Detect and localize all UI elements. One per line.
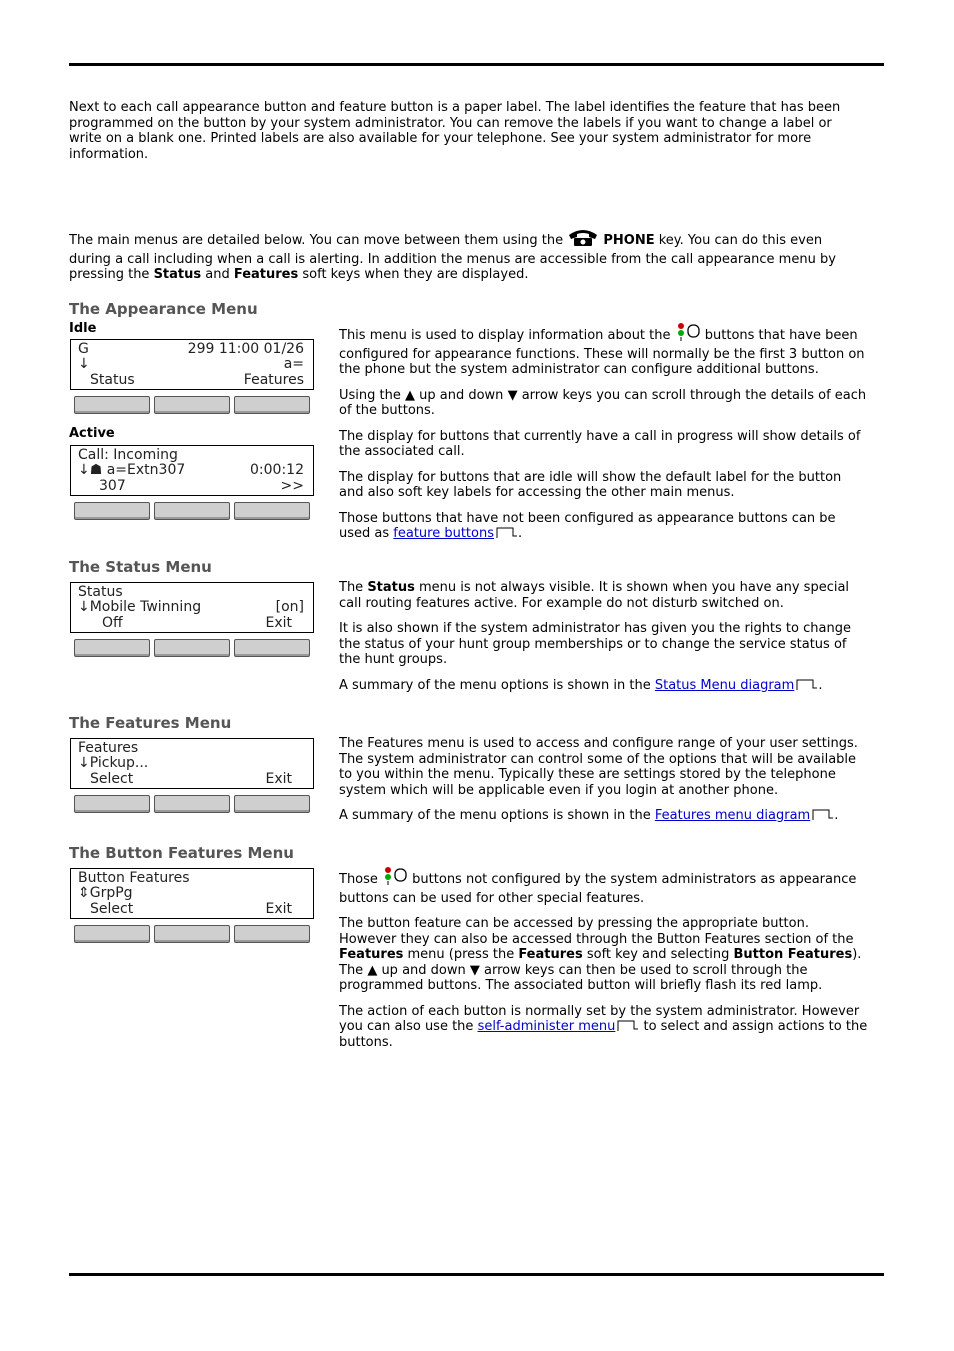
- appearance-description: [339, 322, 869, 552]
- phone-key-label: PHONE: [603, 233, 655, 248]
- status-menu-diagram-link[interactable]: Status Menu diagram: [654, 677, 795, 693]
- button-features-soft-keys: [74, 925, 310, 943]
- features-p2: [339, 808, 869, 824]
- lcd-line3-right: Exit: [265, 901, 292, 917]
- text: .: [834, 808, 839, 823]
- appearance-p2: [339, 388, 869, 419]
- lamp-button-icon: [382, 866, 408, 891]
- text: up and down: [377, 962, 470, 978]
- jump-link-icon: [812, 809, 834, 820]
- status-description: [339, 580, 869, 703]
- soft-key-right[interactable]: [234, 639, 310, 657]
- features-heading: The Features Menu: [69, 714, 232, 732]
- text: arrow keys can then be used to scroll through the programmed buttons. The associated button will briefly flash its red lamp.: [339, 962, 823, 993]
- lcd-line2-left: ⇕GrpPg: [78, 885, 133, 901]
- top-rule: [69, 63, 884, 66]
- soft-key-right[interactable]: [234, 795, 310, 813]
- text: A summary of the menu options is shown in the: [339, 808, 655, 823]
- text: Using the: [339, 387, 405, 403]
- jump-link-icon: [496, 527, 518, 538]
- appearance-p1: [339, 322, 869, 378]
- text: buttons that have been configured for appearance functions. These will normally be the first 3 button on the phone but the system administrator can configure additional buttons.: [339, 328, 865, 377]
- lcd-line2-left: ↓☗ a=Extn307: [78, 462, 186, 478]
- status-display: [70, 582, 314, 633]
- lcd-line3-left: Select: [90, 771, 134, 787]
- soft-key-middle[interactable]: [154, 925, 230, 943]
- button-features-p1: [339, 866, 869, 906]
- bottom-rule: [69, 1273, 884, 1276]
- lcd-line2-right: [on]: [275, 599, 304, 615]
- down-arrow-icon: ▼: [507, 387, 518, 403]
- idle-label: Idle: [69, 321, 97, 336]
- jump-link-icon: [617, 1020, 639, 1031]
- button-features-description: [339, 866, 869, 1060]
- soft-key-left[interactable]: [74, 639, 150, 657]
- soft-key-right[interactable]: [234, 396, 310, 414]
- text: buttons not configured by the system administrators as appearance buttons can be used for other special features.: [339, 872, 857, 906]
- lcd-line3-left: Off: [102, 615, 123, 631]
- active-soft-keys: [74, 502, 310, 520]
- intro-paragraph: [69, 100, 849, 172]
- lamp-button-icon: [675, 322, 701, 347]
- soft-key-middle[interactable]: [154, 502, 230, 520]
- text: to select and assign actions to the buttons.: [339, 1019, 868, 1050]
- lcd-line2-left: ↓: [78, 356, 90, 372]
- self-administer-menu-link[interactable]: self-administer menu: [477, 1019, 616, 1034]
- soft-key-middle[interactable]: [154, 396, 230, 414]
- up-arrow-icon: ▲: [367, 962, 378, 978]
- intro-text: Next to each call appearance button and feature button is a paper label. The label identifies the feature that has been programmed on the button by your system administrator. You can remove the labels if you want to change a label or write on a blank one. Printed labels are also available for your telephone. See your system administrator for more information.: [69, 100, 841, 162]
- text: menu (press the: [403, 947, 519, 962]
- soft-key-middle[interactable]: [154, 795, 230, 813]
- appearance-p4: The display for buttons that are idle will show the default label for the button and also soft key labels for accessing the other main menus.: [339, 469, 842, 500]
- soft-key-right[interactable]: [234, 502, 310, 520]
- lcd-line3-right: >>: [280, 478, 304, 494]
- status-p1: [339, 580, 869, 611]
- lcd-line2-left: ↓Mobile Twinning: [78, 599, 202, 615]
- text: The: [339, 580, 368, 595]
- features-soft-keys: [74, 795, 310, 813]
- text: arrow keys you can scroll through the details of each of the buttons.: [339, 387, 867, 418]
- soft-key-left[interactable]: [74, 502, 150, 520]
- soft-key-right[interactable]: [234, 925, 310, 943]
- features-key-label: Features: [233, 267, 299, 282]
- text: Features: [339, 947, 404, 962]
- menus-intro-text: [69, 227, 849, 283]
- lcd-line3-right: Features: [243, 372, 304, 388]
- text: Button Features: [733, 947, 853, 962]
- lcd-line3-left: Status: [90, 372, 135, 388]
- text: Those buttons that have not been configured as appearance buttons can be used as: [339, 510, 836, 541]
- features-description: [339, 736, 869, 834]
- features-menu-diagram-link[interactable]: Features menu diagram: [654, 808, 811, 823]
- text: key. You can do this even during a call including when a call is alerting. In addition the menus are accessible from the call appearance menu by pressing the: [69, 233, 836, 282]
- text: .: [818, 677, 823, 693]
- text: This menu is used to display information about the: [339, 328, 675, 343]
- lcd-line1-right: 299 11:00 01/26: [187, 341, 304, 357]
- lcd-line2-left: ↓Pickup...: [78, 755, 149, 771]
- soft-key-left[interactable]: [74, 396, 150, 414]
- text: soft key and selecting: [582, 947, 734, 962]
- soft-key-left[interactable]: [74, 925, 150, 943]
- lcd-line1-left: G: [78, 341, 89, 357]
- lcd-line3-left: 307: [99, 478, 126, 494]
- soft-key-left[interactable]: [74, 795, 150, 813]
- text: The action of each button is normally set by the system administrator. However you can also use the: [339, 1003, 860, 1034]
- lcd-line3-left: Select: [90, 901, 134, 917]
- idle-soft-keys: [74, 396, 310, 414]
- button-features-heading: The Button Features Menu: [69, 844, 294, 862]
- text: Status: [367, 580, 415, 595]
- status-heading: The Status Menu: [69, 558, 212, 576]
- status-p3: [339, 678, 869, 694]
- lcd-line3-right: Exit: [265, 771, 292, 787]
- active-display: [70, 445, 314, 496]
- soft-key-middle[interactable]: [154, 639, 230, 657]
- status-p2: It is also shown if the system administrator has given you the rights to change the status of your hunt group memberships or to change the service status of the hunt groups.: [339, 621, 851, 667]
- text: .: [518, 526, 523, 541]
- appearance-heading: The Appearance Menu: [69, 300, 258, 318]
- lcd-line1-left: Call: Incoming: [78, 447, 178, 463]
- appearance-p3: The display for buttons that currently have a call in progress will show details of the associated call.: [339, 428, 861, 459]
- text: and: [201, 267, 234, 282]
- features-p1: The Features menu is used to access and configure range of your user settings. The system administrator can control some of the options that will be available to you within the menu. Typically these are settings stored by the telephone system which will be applicable even if you login at another phone.: [339, 736, 858, 798]
- text: soft keys when they are displayed.: [298, 267, 529, 282]
- up-arrow-icon: ▲: [405, 387, 415, 403]
- lcd-line1-left: Features: [78, 740, 139, 756]
- down-arrow-icon: ▼: [469, 962, 480, 978]
- status-soft-keys: [74, 639, 310, 657]
- text: up and down: [415, 387, 508, 403]
- lcd-line2-right: 0:00:12: [250, 462, 304, 478]
- features-display: [70, 738, 314, 789]
- lcd-line1-left: Status: [78, 584, 123, 600]
- lcd-line1-left: Button Features: [78, 870, 190, 886]
- active-label: Active: [69, 426, 115, 441]
- text: Features: [518, 947, 583, 962]
- idle-display: [70, 339, 314, 390]
- lcd-line2-right: a=: [283, 356, 304, 372]
- text: Those: [339, 872, 383, 887]
- text: The main menus are detailed below. You can move between them using the: [69, 233, 568, 248]
- menus-intro: [69, 227, 849, 293]
- appearance-p5: [339, 511, 869, 542]
- button-features-display: [70, 868, 314, 919]
- text: The button feature can be accessed by pressing the appropriate button. However they can also be accessed through the Button Features section of the: [339, 916, 854, 947]
- feature-buttons-link[interactable]: feature buttons: [393, 526, 494, 541]
- phone-icon: [567, 227, 599, 252]
- jump-link-icon: [796, 679, 818, 690]
- lcd-line3-right: Exit: [265, 615, 292, 631]
- text: menu is not always visible. It is shown when you have any special call routing features active. For example do not disturb switched on.: [339, 580, 850, 611]
- button-features-p3: [339, 1004, 869, 1051]
- text: ). The: [339, 947, 862, 978]
- button-features-p2: [339, 916, 869, 994]
- status-key-label: Status: [153, 267, 202, 282]
- text: A summary of the menu options is shown in the: [339, 677, 655, 693]
